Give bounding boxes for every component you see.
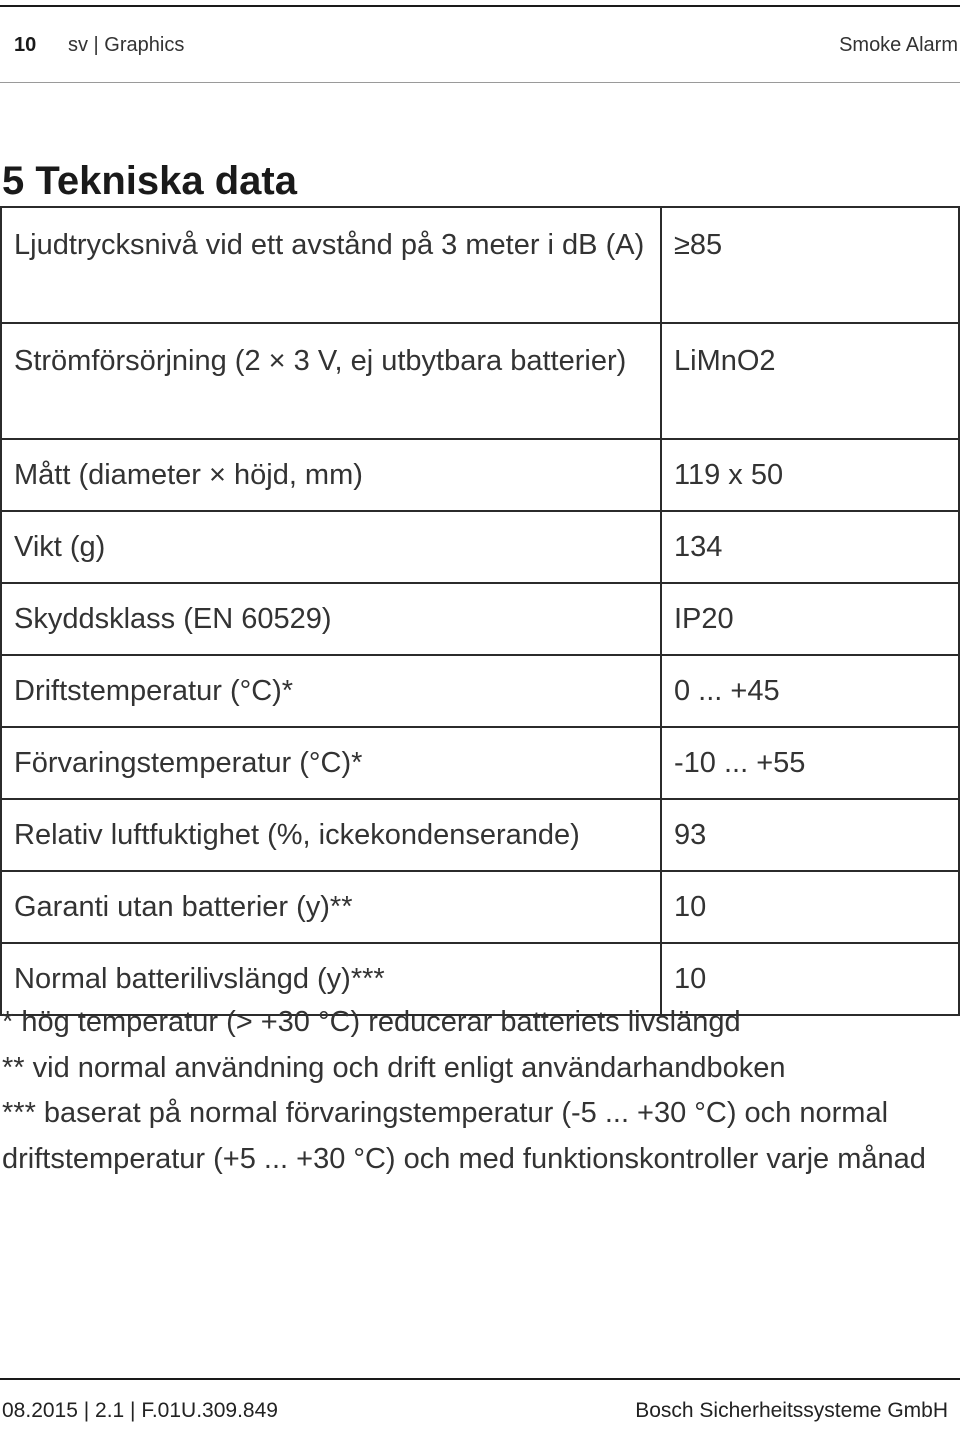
value-cell: IP20 bbox=[661, 583, 959, 655]
parameter-cell: Vikt (g) bbox=[1, 511, 661, 583]
section-heading: 5 Tekniska data bbox=[2, 158, 297, 203]
page-number: 10 bbox=[14, 34, 37, 56]
parameter-cell: Normal batterilivslängd (y)*** bbox=[1, 943, 661, 1015]
parameter-cell: Garanti utan batterier (y)** bbox=[1, 871, 661, 943]
value-cell: 0 ... +45 bbox=[661, 655, 959, 727]
parameter-cell: Ljudtrycksnivå vid ett avstånd på 3 meter i dB (A) bbox=[1, 207, 661, 323]
parameter-cell: Förvaringstemperatur (°C)* bbox=[1, 727, 661, 799]
value-cell: 93 bbox=[661, 799, 959, 871]
table-row bbox=[1, 583, 959, 655]
footnote: *** baserat på normal förvaringstemperatur (-5 ... +30 °C) och normal driftstemperatur (+5 ... +30 °C) och med funktionskontroller varje månad bbox=[2, 1097, 926, 1175]
page-footer bbox=[0, 1396, 960, 1426]
table-row bbox=[1, 727, 959, 799]
header-bottom-rule bbox=[0, 82, 960, 83]
footnote: * hög temperatur (> +30 °C) reducerar batteriets livslängd bbox=[2, 1006, 741, 1038]
footnotes bbox=[2, 1000, 957, 1182]
value-cell: -10 ... +55 bbox=[661, 727, 959, 799]
section-label: sv | Graphics bbox=[68, 34, 185, 56]
value-cell: 10 bbox=[661, 943, 959, 1015]
document-reference: 08.2015 | 2.1 | F.01U.309.849 bbox=[2, 1399, 278, 1422]
table-row bbox=[1, 655, 959, 727]
value-cell: 10 bbox=[661, 871, 959, 943]
company-name: Bosch Sicherheitssysteme GmbH bbox=[635, 1399, 948, 1422]
table-row bbox=[1, 207, 959, 323]
table-row bbox=[1, 871, 959, 943]
footnote: ** vid normal användning och drift enligt användarhandboken bbox=[2, 1051, 786, 1084]
parameter-cell: Strömförsörjning (2 × 3 V, ej utbytbara batterier) bbox=[1, 323, 661, 439]
value-cell: 134 bbox=[661, 511, 959, 583]
table-row bbox=[1, 323, 959, 439]
table-row bbox=[1, 511, 959, 583]
value-cell: 119 x 50 bbox=[661, 439, 959, 511]
footer-rule bbox=[0, 1378, 960, 1380]
header-top-rule bbox=[0, 5, 960, 7]
parameter-cell: Mått (diameter × höjd, mm) bbox=[1, 439, 661, 511]
page-header bbox=[0, 30, 960, 60]
value-cell: ≥85 bbox=[661, 207, 959, 323]
value-cell: LiMnO2 bbox=[661, 323, 959, 439]
document-title: Smoke Alarm bbox=[839, 34, 958, 56]
table-row bbox=[1, 439, 959, 511]
parameter-cell: Relativ luftfuktighet (%, ickekondenserande) bbox=[1, 799, 661, 871]
parameter-cell: Driftstemperatur (°C)* bbox=[1, 655, 661, 727]
table-row bbox=[1, 799, 959, 871]
parameter-cell: Skyddsklass (EN 60529) bbox=[1, 583, 661, 655]
technical-data-table bbox=[0, 206, 960, 1016]
